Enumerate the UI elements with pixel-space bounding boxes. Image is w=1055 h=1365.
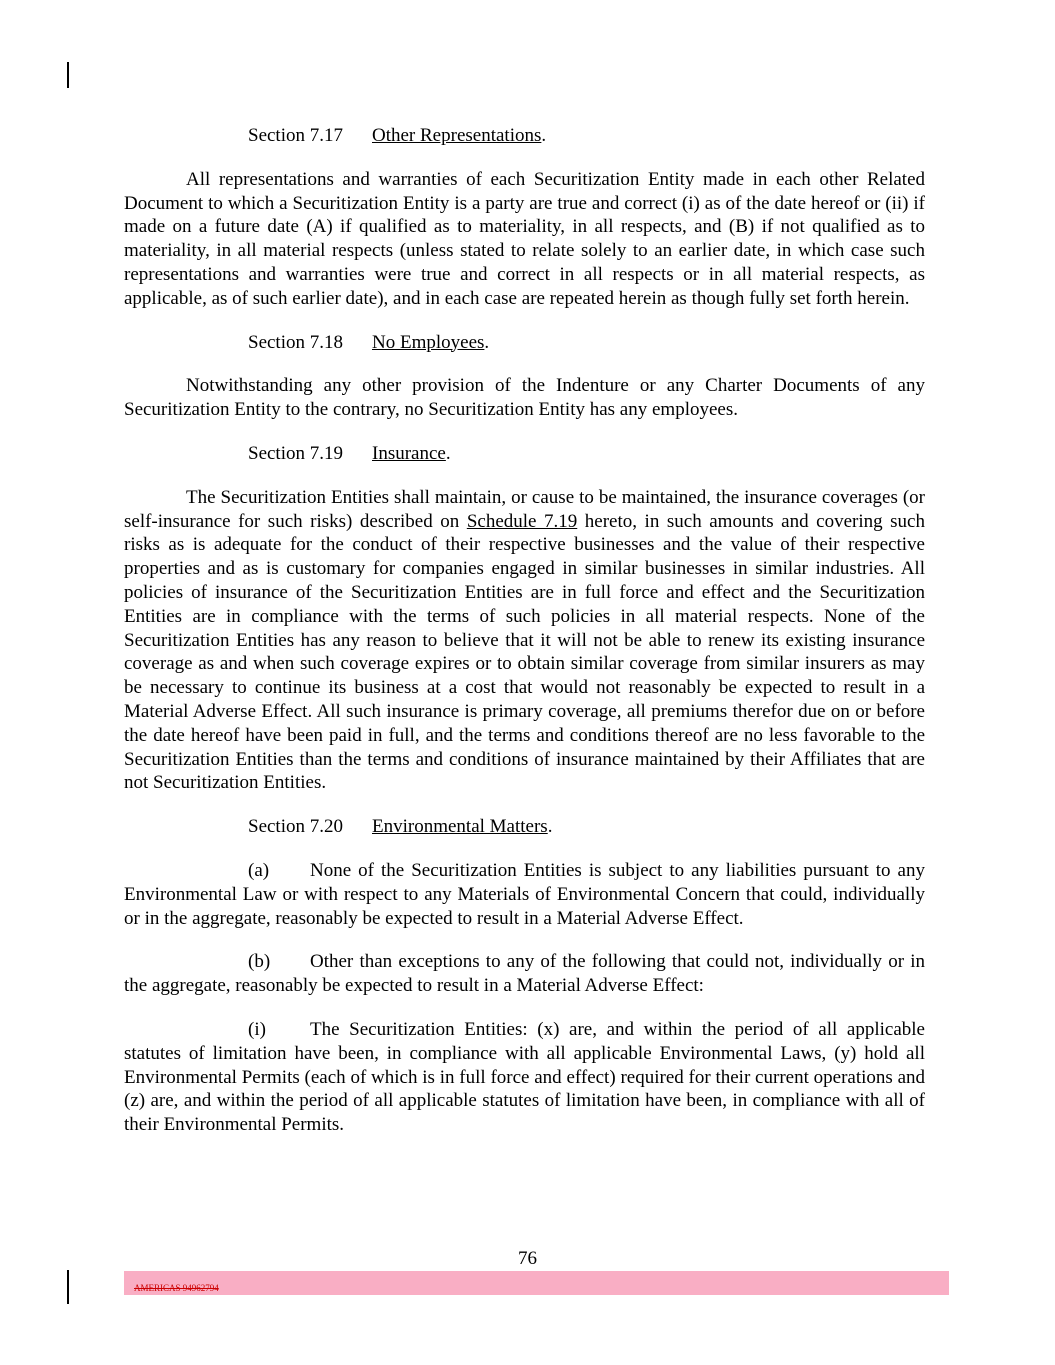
- clause-b: [124, 950, 925, 998]
- section-number: Section 7.17: [248, 125, 343, 146]
- section-title: Insurance: [372, 442, 446, 464]
- clause-marker: (a): [248, 859, 270, 881]
- clause-marker: (b): [248, 951, 271, 973]
- section-7-18-heading: Section 7.18 No Employees.: [248, 331, 490, 353]
- clause-text: None of the Securitization Entities is subject to any liabilities pursuant to any Environmental Law or with respect to any Materials of Environmental Concern that could, individually or in the aggregate, reasonably be expected to result in a Material Adverse Effect.: [124, 859, 925, 929]
- section-7-20-heading: Section 7.20 Environmental Matters.: [248, 816, 553, 838]
- footer-band: [124, 1271, 949, 1295]
- body-text: The Securitization Entities shall maintain, or cause to be maintained, the insurance coverages (or self-insurance for such risks) described on: [124, 486, 925, 532]
- revision-bar-top: [67, 62, 69, 88]
- page-number: 76: [518, 1248, 537, 1269]
- section-7-19-body: [124, 486, 925, 795]
- clause-i: [124, 1018, 925, 1137]
- clause-text: The Securitization Entities: (x) are, and within the period of all applicable statutes of limitation have been, in compliance with all applicable Environmental Laws, (y) hold all Environmental Permits (each of which is in full force and effect) required for their current operations and (z) are, and within the period of all applicable statutes of limitation have been, in compliance with all of their Environmental Permits.: [124, 1018, 925, 1136]
- section-title: Environmental Matters: [372, 816, 548, 838]
- section-title: Other Representations: [372, 125, 542, 146]
- clause-text: Other than exceptions to any of the following that could not, individually or in the aggregate, reasonably be expected to result in a Material Adverse Effect:: [124, 951, 925, 997]
- section-title: No Employees: [372, 331, 485, 353]
- section-number: Section 7.20: [248, 816, 343, 838]
- clause-marker: (i): [248, 1018, 266, 1040]
- body-text: hereto, in such amounts and covering such risks as is adequate for the conduct of their respective businesses and the value of their respective properties and as is customary for companies engaged in similar businesses in similar industries. All policies of insurance of the Securitization Entities are in full force and effect and the Securitization Entities are in compliance with the terms of such policies in all material respects. None of the Securitization Entities has any reason to believe that it will not be able to renew its existing insurance coverage as and when such coverage expires or to obtain similar coverage from similar insurers as may be necessary to continue its business at a cost that would not reasonably be expected to result in a Material Adverse Effect. All such insurance is primary coverage, all premiums therefor due on or before the date hereof have been paid in full, and the terms and conditions thereof are no less favorable to the Securitization Entities than the terms and conditions of insurance maintained by their Affiliates that are not Securitization Entities.: [124, 510, 925, 794]
- clause-a: [124, 859, 925, 930]
- revision-bar-bottom: [67, 1270, 69, 1304]
- document-id: AMERICAS 94962794: [134, 1283, 219, 1293]
- section-7-18-body: Notwithstanding any other provision of the Indenture or any Charter Documents of any Securitization Entity to the contrary, no Securitization Entity has any employees.: [124, 375, 925, 421]
- section-number: Section 7.19: [248, 442, 343, 464]
- section-7-17-body: All representations and warranties of each Securitization Entity made in each other Related Document to which a Securitization Entity is a party are true and correct (i) as of the date hereof or (ii) if made on a future date (A) if qualified as to materiality, in all respects, and (B) if not qualified as to materiality, in all material respects (unless stated to relate solely to an earlier date, in which case such representations and warranties were true and correct in all respects or in all material respects, as applicable, as of such earlier date), and in each case are repeated herein as though fully set forth herein.: [124, 168, 925, 309]
- section-number: Section 7.18: [248, 331, 343, 353]
- section-7-17-heading: Section 7.17 Other Representations.: [248, 125, 547, 146]
- schedule-reference: Schedule 7.19: [466, 510, 578, 532]
- document-body: [124, 124, 925, 1137]
- section-7-19-heading: Section 7.19 Insurance.: [248, 442, 451, 464]
